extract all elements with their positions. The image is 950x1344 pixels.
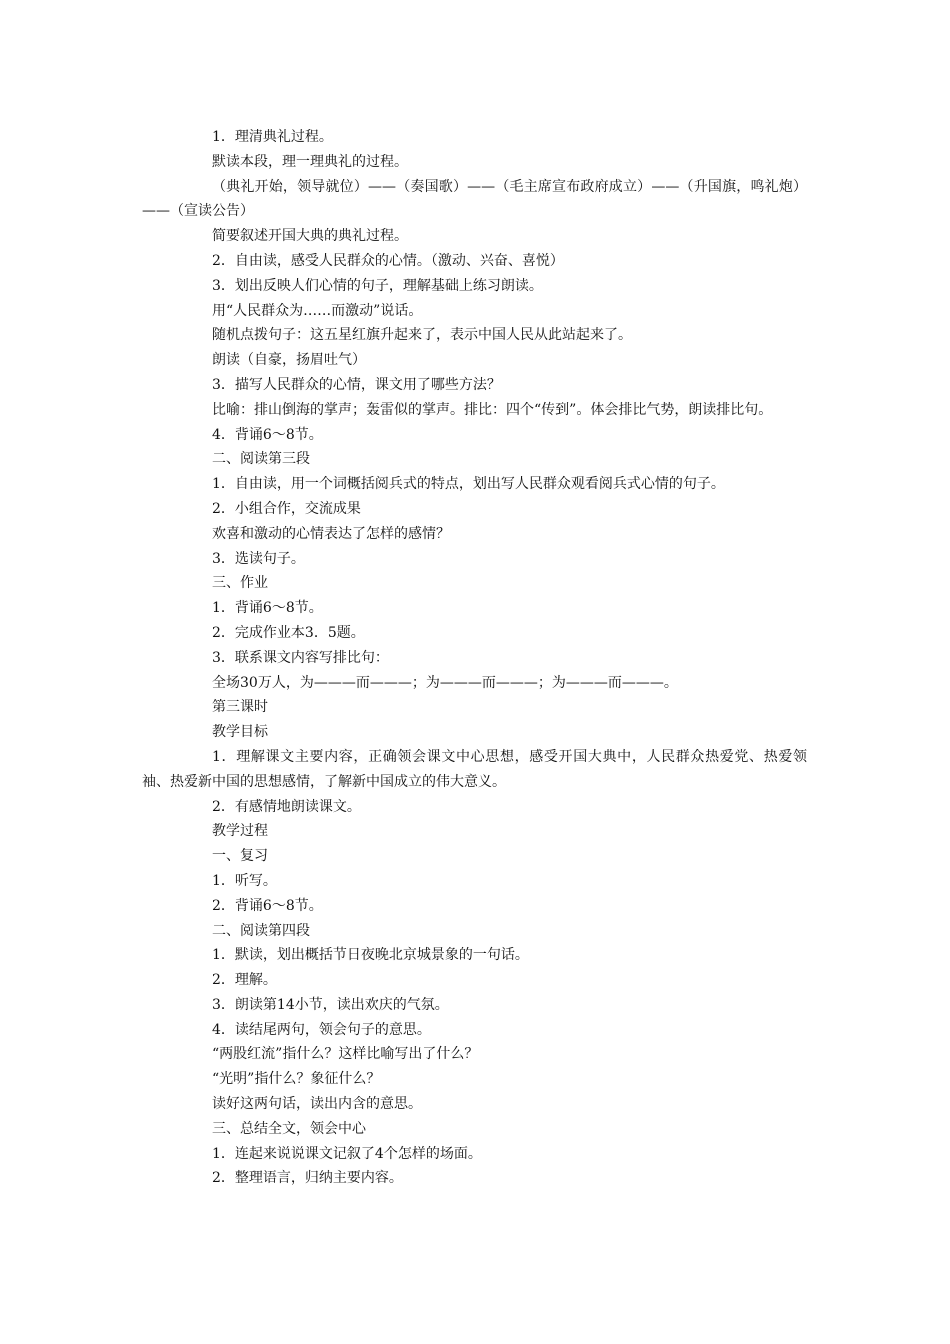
text-line: 3．描写人民群众的心情，课文用了哪些方法？ [212, 376, 501, 393]
text-line: 1．理清典礼过程。 [212, 129, 333, 145]
text-line: 2．整理语言，归纳主要内容。 [212, 1170, 403, 1187]
text-paragraph: （典礼开始，领导就位）——（奏国歌）——（毛主席宣布政府成立）——（升国旗，鸣礼炮）——（宣读公告） [142, 178, 807, 220]
section-heading: 一、复习 [212, 848, 268, 865]
section-heading: 三、作业 [212, 575, 268, 592]
text-line: 3．联系课文内容写排比句： [212, 649, 389, 666]
text-line: 4．读结尾两句，领会句子的意思。 [212, 1021, 431, 1038]
section-heading: 第三课时 [212, 699, 268, 716]
text-paragraph: 比喻：排山倒海的掌声；轰雷似的掌声。排比：四个“传到”。体会排比气势，朗读排比句。 [212, 401, 773, 418]
document-body [142, 125, 807, 1191]
text-line: 简要叙述开国大典的典礼过程。 [212, 228, 408, 245]
text-line: 2．完成作业本3．5题。 [212, 624, 365, 641]
text-line: “两股红流”指什么？这样比喻写出了什么？ [212, 1046, 479, 1063]
text-line: 2．背诵6～8节。 [212, 897, 323, 914]
section-heading: 教学目标 [212, 724, 268, 741]
text-paragraph: 1．理解课文主要内容，正确领会课文中心思想，感受开国大典中，人民群众热爱党、热爱领袖、热爱新中国的思想感情，了解新中国成立的伟大意义。 [142, 748, 807, 790]
text-line: 3．朗读第14小节，读出欢庆的气氛。 [212, 996, 449, 1013]
text-line: “光明”指什么？象征什么？ [212, 1071, 381, 1088]
text-line: 1．背诵6～8节。 [212, 600, 323, 617]
text-line: 1．自由读，用一个词概括阅兵式的特点，划出写人民群众观看阅兵式心情的句子。 [212, 476, 725, 493]
text-line: 2．自由读，感受人民群众的心情。（激动、兴奋、喜悦） [212, 252, 564, 269]
section-heading: 二、阅读第三段 [212, 451, 310, 468]
text-line: 1．听写。 [212, 872, 277, 889]
section-heading: 三、总结全文，领会中心 [212, 1120, 366, 1137]
text-line: 1．连起来说说课文记叙了4个怎样的场面。 [212, 1145, 482, 1162]
text-line: 朗读（自豪，扬眉吐气） [212, 352, 366, 369]
text-line: 随机点拨句子：这五星红旗升起来了，表示中国人民从此站起来了。 [212, 327, 632, 344]
text-line: 2．小组合作，交流成果 [212, 500, 361, 517]
section-heading: 二、阅读第四段 [212, 922, 310, 939]
text-line: 默读本段，理一理典礼的过程。 [212, 153, 408, 170]
text-line: 读好这两句话，读出内含的意思。 [212, 1096, 422, 1113]
text-line: 用“人民群众为……而激动”说话。 [212, 302, 423, 319]
section-heading: 教学过程 [212, 823, 268, 840]
text-line: 4．背诵6～8节。 [212, 426, 323, 443]
text-line: 2．有感情地朗读课文。 [212, 798, 361, 815]
text-line: 全场30万人，为———而———；为———而———；为———而———。 [212, 674, 678, 691]
text-line: 2．理解。 [212, 972, 277, 989]
text-line: 3．划出反映人们心情的句子，理解基础上练习朗读。 [212, 277, 543, 294]
text-line: 1．默读，划出概括节日夜晚北京城景象的一句话。 [212, 947, 529, 964]
text-line: 欢喜和激动的心情表达了怎样的感情？ [212, 525, 450, 542]
text-line: 3．选读句子。 [212, 550, 305, 567]
